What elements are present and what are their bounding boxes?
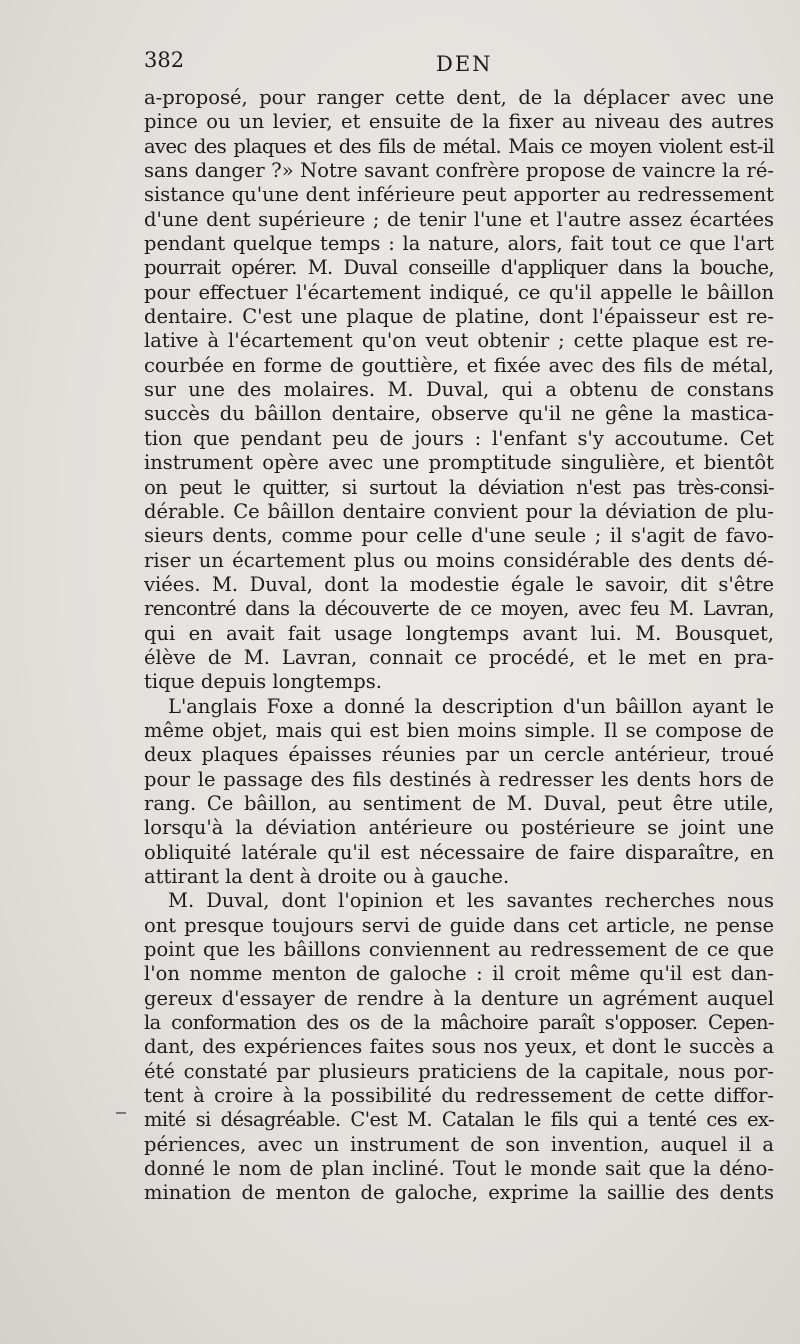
text-line: pince ou un levier, et ensuite de la fixer au niveau des autres [144,110,774,134]
text-line: pour le passage des fils destinés à redresser les dents hors de [144,767,774,791]
text-line: deux plaques épaisses réunies par un cercle antérieur, troué [144,743,774,767]
text-line: même objet, mais qui est bien moins simple. Il se compose de [144,718,774,742]
text-line: M. Duval, dont l'opinion et les savantes recherches nous [168,889,774,913]
text-line: rencontré dans la découverte de ce moyen, avec feu M. Lavran, [144,597,774,621]
text-line: sans danger ?» Notre savant confrère propose de vaincre la ré- [144,159,774,183]
text-line: mité si désagréable. C'est M. Catalan le fils qui a tenté ces ex- [144,1108,774,1132]
text-line: ont presque toujours servi de guide dans cet article, ne pense [144,913,774,937]
text-line: tique depuis longtemps. [144,670,382,694]
text-line: point que les bâillons conviennent au redressement de ce que [144,938,774,962]
text-line: gereux d'essayer de rendre à la denture un agrément auquel [144,986,774,1010]
text-line: dentaire. C'est une plaque de platine, dont l'épaisseur est re- [144,305,774,329]
text-line: la conformation des os de la mâchoire paraît s'opposer. Cepen- [144,1011,774,1035]
text-line: pendant quelque temps : la nature, alors, fait tout ce que l'art [144,232,774,256]
text-line: instrument opère avec une promptitude singulière, et bientôt [144,451,774,475]
text-line: tent à croire à la possibilité du redressement de cette diffor- [144,1084,774,1108]
text-line: d'une dent supérieure ; de tenir l'une et l'autre assez écartées [144,207,774,231]
text-line: mination de menton de galoche, exprime la saillie des dents [144,1181,774,1205]
text-line: lorsqu'à la déviation antérieure ou postérieure se joint une [144,816,774,840]
text-line: dant, des expériences faites sous nos yeux, et dont le succès a [144,1035,774,1059]
margin-mark [116,1112,126,1114]
text-line: sieurs dents, comme pour celle d'une seule ; il s'agit de favo- [144,524,774,548]
text-line: succès du bâillon dentaire, observe qu'il ne gêne la mastica- [144,402,774,426]
body-text [144,86,774,1206]
text-line: sur une des molaires. M. Duval, qui a obtenu de constans [144,378,774,402]
text-line: viées. M. Duval, dont la modestie égale le savoir, dit s'être [144,572,774,596]
text-line: pourrait opérer. M. Duval conseille d'appliquer dans la bouche, [144,256,774,280]
text-line: dérable. Ce bâillon dentaire convient pour la déviation de plu- [144,499,774,523]
text-line: attirant la dent à droite ou à gauche. [144,865,510,888]
text-line: L'anglais Foxe a donné la description d'un bâillon ayant le [168,694,774,718]
text-line: qui en avait fait usage longtemps avant lui. M. Bousquet, [144,621,774,645]
text-line: tion que pendant peu de jours : l'enfant s'y accoutume. Cet [144,426,774,450]
text-line: a-proposé, pour ranger cette dent, de la déplacer avec une [144,86,774,109]
page-header [144,48,774,88]
text-line: rang. Ce bâillon, au sentiment de M. Duval, peut être utile, [144,791,774,815]
text-line: périences, avec un instrument de son invention, auquel il a [144,1132,774,1156]
text-line: courbée en forme de gouttière, et fixée avec des fils de métal, [144,353,774,377]
page-number: 382 [144,48,185,72]
text-line: sistance qu'une dent inférieure peut apporter au redressement [144,183,774,207]
text-line: avec des plaques et des fils de métal. Mais ce moyen violent est-il [144,134,774,158]
text-line: lative à l'écartement qu'on veut obtenir ; cette plaque est re- [144,329,774,353]
text-line: on peut le quitter, si surtout la déviation n'est pas très-consi- [144,475,774,499]
text-line: pour effectuer l'écartement indiqué, ce qu'il appelle le bâillon [144,280,774,304]
running-head: DEN [436,52,493,76]
text-line: été constaté par plusieurs praticiens de la capitale, nous por- [144,1059,774,1083]
text-line: obliquité latérale qu'il est nécessaire de faire disparaître, en [144,840,774,864]
text-line: l'on nomme menton de galoche : il croit même qu'il est dan- [144,962,774,986]
text-line: élève de M. Lavran, connait ce procédé, et le met en pra- [144,645,774,669]
text-line: donné le nom de plan incliné. Tout le monde sait que la déno- [144,1157,774,1181]
text-line: riser un écartement plus ou moins considérable des dents dé- [144,548,774,572]
